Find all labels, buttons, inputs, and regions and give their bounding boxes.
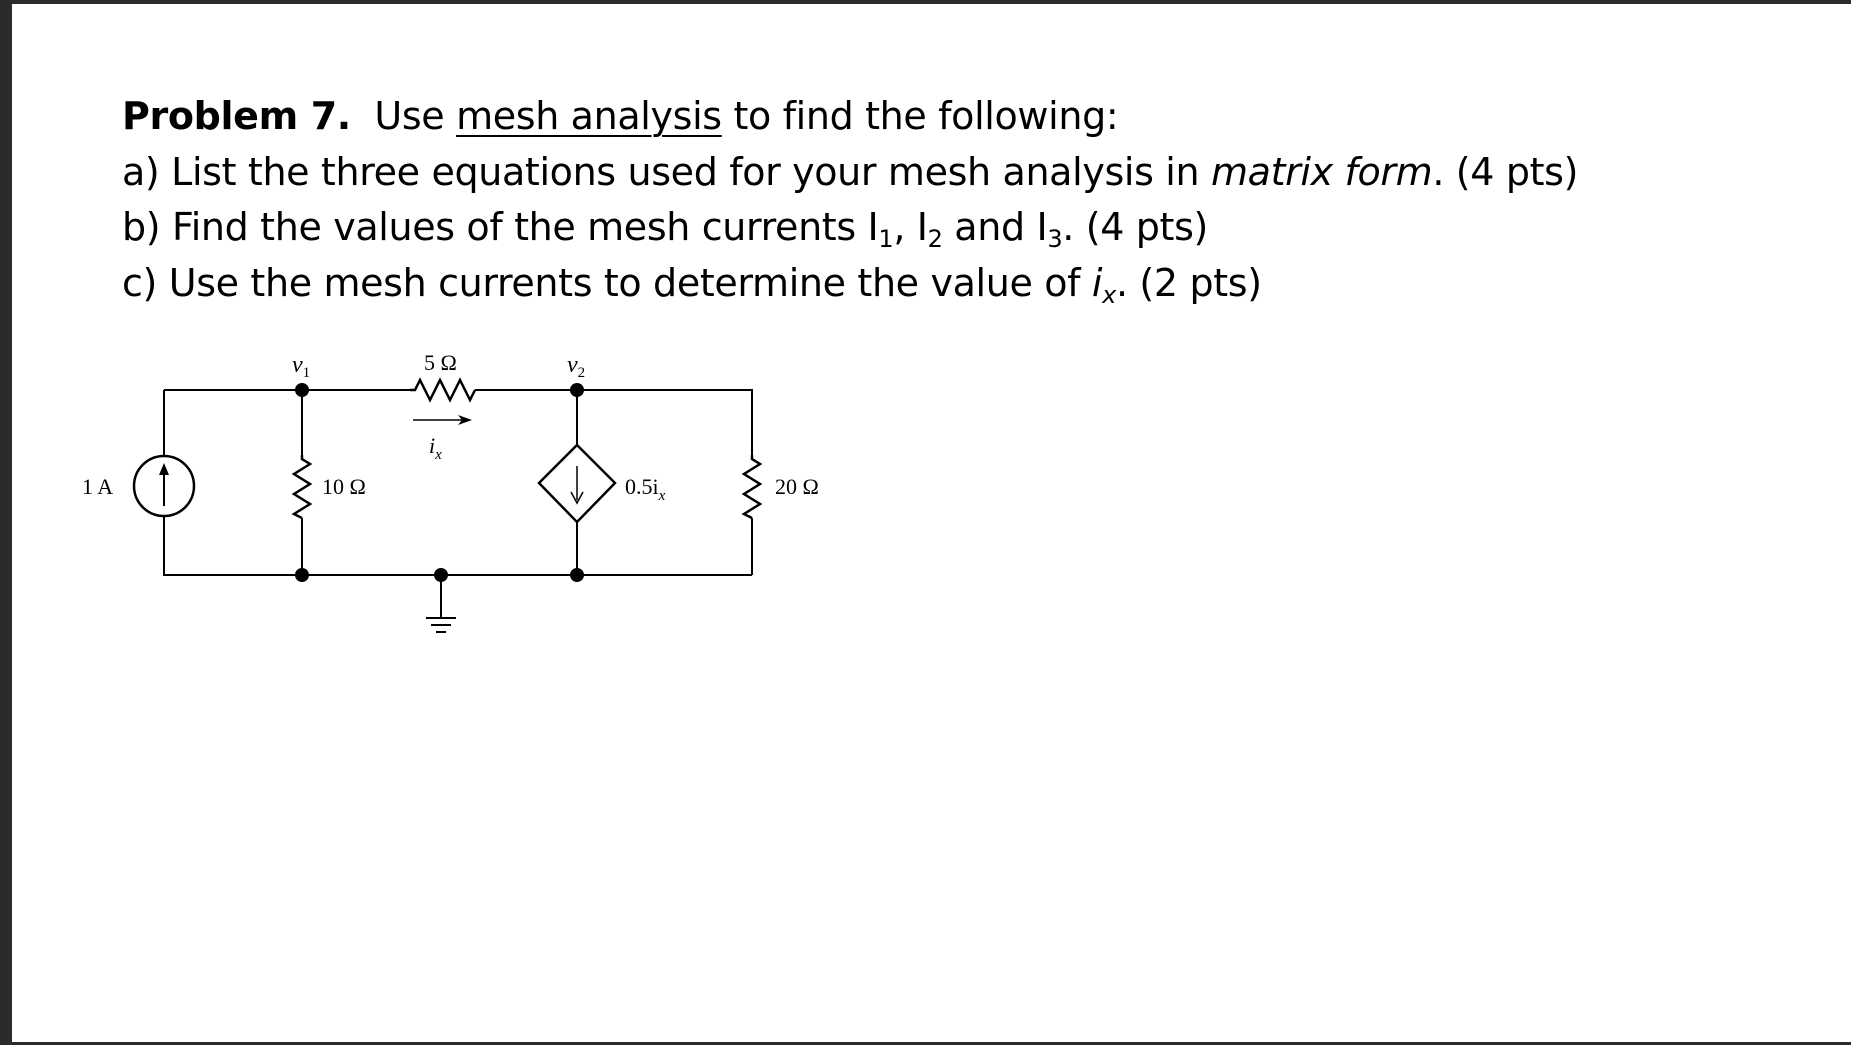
part-a-text: a) List the three equations used for your mesh analysis in: [122, 149, 1200, 194]
ix-var-sub: x: [1102, 280, 1116, 309]
current-source-label: 1 A: [82, 474, 114, 499]
resistor-5ohm-zigzag: [410, 380, 475, 400]
node-bottom-left-dot: [295, 568, 309, 582]
ix-label: $i_x$: [429, 433, 442, 463]
subscript-1: 1: [878, 225, 894, 253]
dependent-current-source: [539, 445, 666, 522]
resistor-20ohm-zigzag: [744, 455, 760, 518]
part-b-text: b) Find the values of the mesh currents I: [122, 205, 879, 249]
resistor-20ohm: [744, 455, 819, 518]
part-a-points: . (4 pts): [1432, 149, 1579, 194]
resistor-5ohm: [410, 350, 475, 463]
subscript-2: 2: [927, 225, 943, 253]
ix-var-letter: i: [1091, 260, 1103, 305]
circuit-wires: [164, 390, 752, 618]
node-bottom-right-dot: [570, 568, 584, 582]
node-ground-dot: [434, 568, 448, 582]
intro-pre: Use: [374, 94, 445, 138]
part-c-points: . (2 pts): [1115, 260, 1262, 305]
resistor-10ohm: [294, 455, 366, 518]
node-v2-dot: [570, 383, 584, 397]
resistor-20ohm-label: 20 Ω: [775, 474, 819, 499]
matrix-form-emphasis: matrix form: [1210, 149, 1433, 194]
current-source-1a: [82, 456, 194, 516]
wire-top-right: [475, 390, 752, 455]
node-v1-dot: [295, 383, 309, 397]
ground-symbol: [426, 618, 456, 632]
resistor-5ohm-label: 5 Ω: [424, 350, 457, 375]
node-v2-label: $v_2$: [567, 352, 586, 381]
problem-title: Problem 7.: [122, 94, 351, 138]
subscript-3: 3: [1047, 225, 1063, 253]
resistor-10ohm-zigzag: [294, 455, 310, 518]
dependent-source-label: $0.5i_x$: [625, 474, 666, 504]
part-b-sep-1: , I: [893, 205, 928, 249]
node-v1-label: $v_1$: [292, 352, 311, 381]
mesh-analysis-underlined: mesh analysis: [456, 94, 722, 138]
wire-bottom: [164, 515, 752, 575]
part-c-text: c) Use the mesh currents to determine the value of: [122, 260, 1081, 305]
intro-post: to find the following:: [733, 94, 1119, 138]
part-b-sep-2: and I: [942, 205, 1048, 249]
resistor-10ohm-label: 10 Ω: [322, 474, 366, 499]
part-b-points: . (4 pts): [1062, 205, 1208, 249]
